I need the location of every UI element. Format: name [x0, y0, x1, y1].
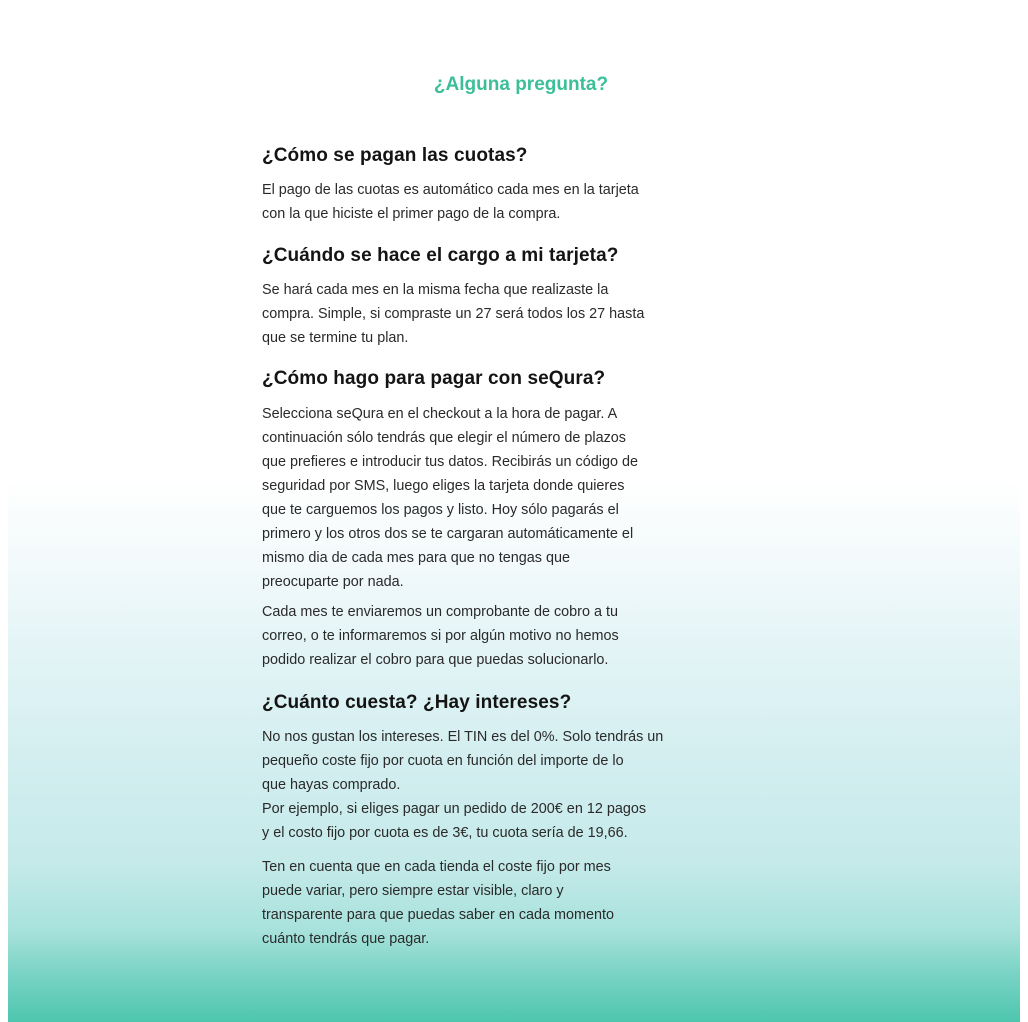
faq-question-2: ¿Cuándo se hace el cargo a mi tarjeta? [262, 245, 619, 266]
faq-answer-line: podido realizar el cobro para que puedas solucionarlo. [262, 652, 609, 668]
faq-answer-line: Por ejemplo, si eliges pagar un pedido de 200€ en 12 pagos [262, 801, 647, 817]
faq-question-3: ¿Cómo hago para pagar con seQura? [262, 368, 606, 389]
faq-answer-line: primero y los otros dos se te cargaran automáticamente el [262, 526, 634, 542]
faq-answer-line: que se termine tu plan. [262, 330, 409, 346]
faq-answer-line: Cada mes te enviaremos un comprobante de cobro a tu [262, 604, 618, 620]
faq-answer-line: preocuparte por nada. [262, 574, 404, 590]
faq-answer-2 [262, 278, 644, 350]
faq-answer-line: No nos gustan los intereses. El TIN es del 0%. Solo tendrás un [262, 729, 664, 745]
faq-answer-line: que hayas comprado. [262, 777, 401, 793]
faq-title: ¿Alguna pregunta? [433, 74, 609, 95]
faq-answer-4 [262, 725, 663, 845]
faq-answer-line: seguridad por SMS, luego eliges la tarjeta donde quieres [262, 478, 625, 494]
faq-answer-line: correo, o te informaremos si por algún motivo no hemos [262, 628, 619, 644]
faq-answer-line: El pago de las cuotas es automático cada mes en la tarjeta [262, 182, 639, 198]
faq-answer-3-paragraph-2 [262, 600, 619, 672]
faq-answer-line: transparente para que puedas saber en cada momento [262, 907, 615, 923]
faq-answer-line: que prefieres e introducir tus datos. Recibirás un código de [262, 454, 638, 470]
faq-answer-4-paragraph-2 [262, 855, 614, 951]
faq-answer-line: y el costo fijo por cuota es de 3€, tu cuota sería de 19,66. [262, 825, 628, 841]
faq-answer-line: cuánto tendrás que pagar. [262, 931, 430, 947]
faq-answer-line: continuación sólo tendrás que elegir el número de plazos [262, 430, 626, 446]
faq-answer-line: Ten en cuenta que en cada tienda el coste fijo por mes [262, 859, 611, 875]
faq-answer-3 [262, 402, 638, 594]
faq-answer-1 [262, 178, 639, 226]
faq-answer-line: que te carguemos los pagos y listo. Hoy sólo pagarás el [262, 502, 619, 518]
faq-answer-line: Se hará cada mes en la misma fecha que realizaste la [262, 282, 609, 298]
faq-answer-line: con la que hiciste el primer pago de la compra. [262, 206, 561, 222]
faq-answer-line: mismo dia de cada mes para que no tengas que [262, 550, 570, 566]
faq-answer-line: Selecciona seQura en el checkout a la hora de pagar. A [262, 406, 618, 422]
faq-answer-line: compra. Simple, si compraste un 27 será todos los 27 hasta [262, 306, 645, 322]
faq-answer-line: pequeño coste fijo por cuota en función del importe de lo [262, 753, 624, 769]
faq-answer-line: puede variar, pero siempre estar visible, claro y [262, 883, 564, 899]
faq-question-1: ¿Cómo se pagan las cuotas? [262, 145, 528, 166]
faq-question-4: ¿Cuánto cuesta? ¿Hay intereses? [262, 692, 572, 713]
